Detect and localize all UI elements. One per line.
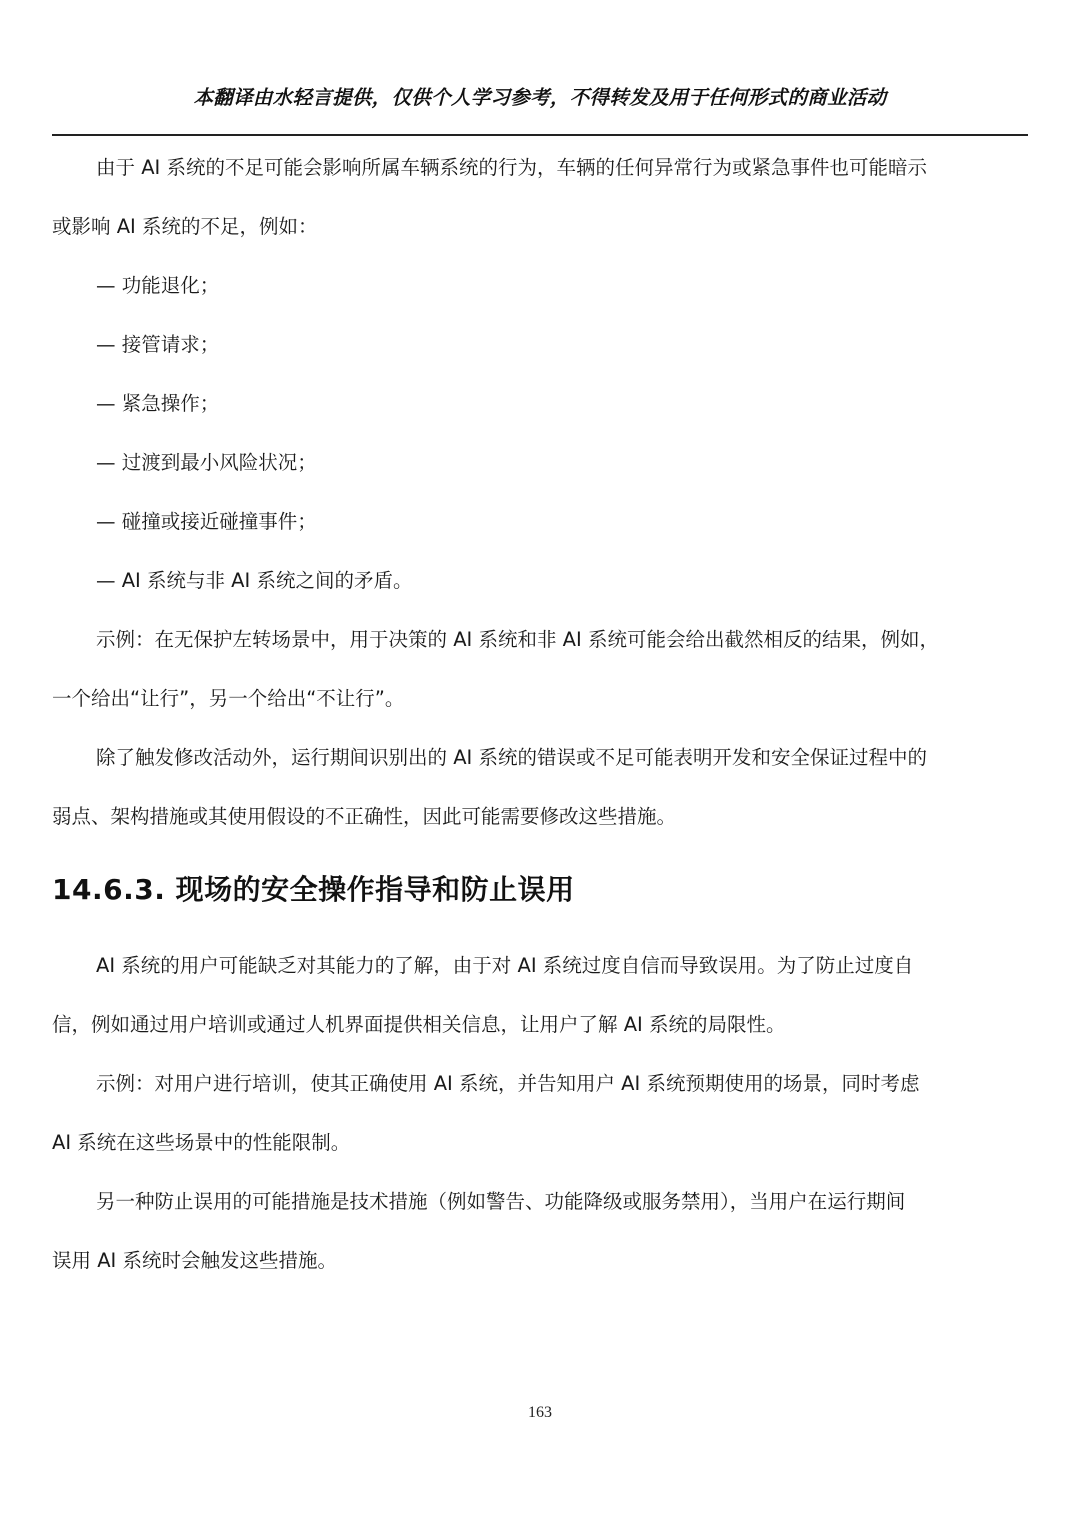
example-line: 示例：在无保护左转场景中，用于决策的 AI 系统和非 AI 系统可能会给出截然相反的结果，例如， [96,628,939,651]
list-item: — 功能退化； [96,274,220,297]
list-item: — 碰撞或接近碰撞事件； [96,510,317,533]
paragraph-line: 除了触发修改活动外，运行期间识别出的 AI 系统的错误或不足可能表明开发和安全保证过程中的 [96,746,927,769]
paragraph-line: 误用 AI 系统时会触发这些措施。 [52,1249,337,1272]
example-line: 示例：对用户进行培训，使其正确使用 AI 系统，并告知用户 AI 系统预期使用的场景，同时考虑 [96,1072,920,1095]
list-item: — 接管请求； [96,333,220,356]
header-divider [52,134,1028,136]
paragraph-line: 由于 AI 系统的不足可能会影响所属车辆系统的行为，车辆的任何异常行为或紧急事件也可能暗示 [96,156,927,179]
list-item: — AI 系统与非 AI 系统之间的矛盾。 [96,569,413,592]
list-item: — 过渡到最小风险状况； [96,451,317,474]
paragraph-line: 另一种防止误用的可能措施是技术措施（例如警告、功能降级或服务禁用），当用户在运行期间 [96,1190,906,1213]
paragraph-line: 或影响 AI 系统的不足，例如： [52,215,318,238]
section-heading: 14.6.3. 现场的安全操作指导和防止误用 [52,873,575,906]
document-header: 本翻译由水轻言提供，仅供个人学习参考，不得转发及用于任何形式的商业活动 [193,86,887,109]
example-line: AI 系统在这些场景中的性能限制。 [52,1131,351,1154]
page-number: 163 [528,1404,552,1421]
paragraph-line: 信，例如通过用户培训或通过人机界面提供相关信息，让用户了解 AI 系统的局限性。 [52,1013,786,1036]
example-line: 一个给出“让行”，另一个给出“不让行”。 [52,687,405,710]
paragraph-line: 弱点、架构措施或其使用假设的不正确性，因此可能需要修改这些措施。 [52,805,677,828]
list-item: — 紧急操作； [96,392,220,415]
paragraph-line: AI 系统的用户可能缺乏对其能力的了解，由于对 AI 系统过度自信而导致误用。为了防止过度自 [96,954,914,977]
